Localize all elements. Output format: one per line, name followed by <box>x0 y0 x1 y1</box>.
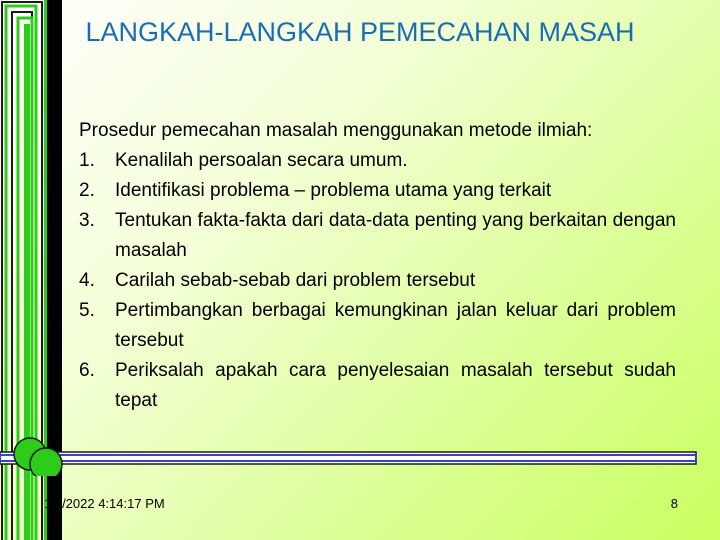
list-item-text: Kenalilah persoalan secara umum. <box>115 150 408 171</box>
slide-content <box>79 116 676 416</box>
list-item-text: Tentukan fakta-fakta dari data-data penting yang berkaitan dengan masalah <box>115 210 676 261</box>
list-item <box>79 296 676 356</box>
list-number: 1. <box>79 150 95 171</box>
list-item <box>79 146 676 176</box>
list-item-text: Carilah sebab-sebab dari problem tersebut <box>115 270 476 291</box>
list-item <box>79 206 676 266</box>
list-item <box>79 356 676 416</box>
page-number: 8 <box>670 496 678 511</box>
list-number: 6. <box>79 360 95 381</box>
list-item <box>79 266 676 296</box>
list-item-text: Periksalah apakah cara penyelesaian masalah tersebut sudah tepat <box>115 360 676 411</box>
list-number: 2. <box>79 180 95 201</box>
list-number: 4. <box>79 270 95 291</box>
slide-title: LANGKAH-LANGKAH PEMECAHAN MASAH <box>85 17 635 47</box>
list-item <box>79 176 676 206</box>
footer-date: 1/1/2022 4:14:17 PM <box>44 496 165 511</box>
list-number: 5. <box>79 300 95 321</box>
list-number: 3. <box>79 210 95 231</box>
footer-decorative-rule <box>0 436 720 476</box>
list-item-text: Identifikasi problema – problema utama yang terkait <box>115 180 552 201</box>
intro-text: Prosedur pemecahan masalah menggunakan metode ilmiah: <box>79 120 593 141</box>
list-item-text: Pertimbangkan berbagai kemungkinan jalan keluar dari problem tersebut <box>115 300 676 351</box>
